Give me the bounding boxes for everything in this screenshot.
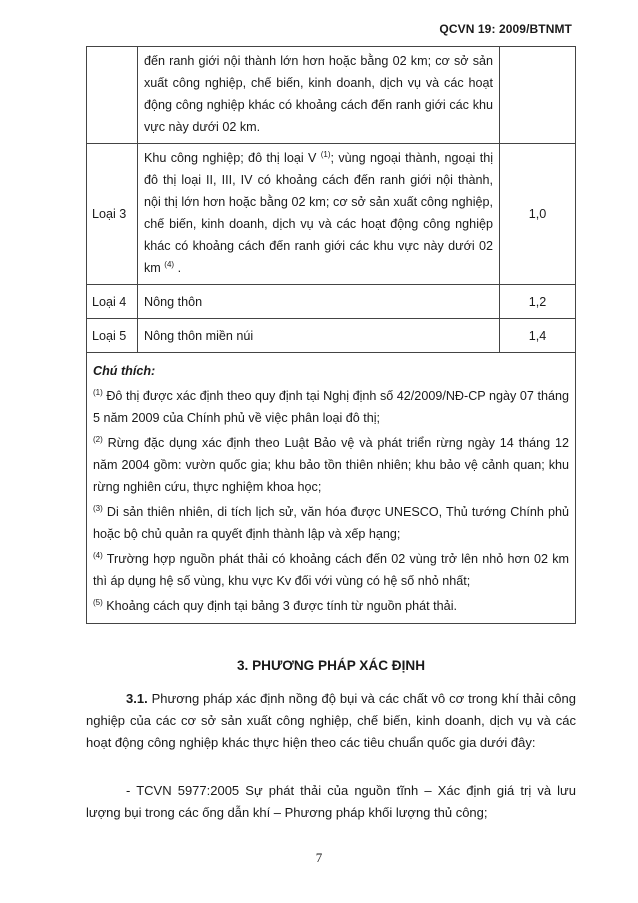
table-cell-empty: [500, 47, 576, 144]
notes-title: Chú thích:: [93, 364, 156, 378]
note-item: $^{(4)}$ Trường hợp nguồn phát thải có khoảng cách đến 02 vùng trở lên nhỏ hơn 02 km thì áp dụng hệ số vùng, khu vực Kv đối với vùng có hệ số nhỏ nhất;: [93, 550, 569, 588]
note-item: $^{(3)}$ Di sản thiên nhiên, di tích lịch sử, văn hóa được UNESCO, Thủ tướng Chính phủ hoặc bộ chủ quản ra quyết định thành lập và xếp hạng;: [93, 503, 569, 541]
paragraph-tcvn-5977: - TCVN 5977:2005 Sự phát thải của nguồn tĩnh – Xác định giá trị và lưu lượng bụi trong các ống dẫn khí – Phương pháp khối lượng thủ công;: [86, 783, 576, 820]
table-row-loai-5: [87, 319, 576, 353]
region-coefficient-value: 1,2: [500, 285, 576, 319]
document-header: QCVN 19: 2009/BTNMT: [439, 22, 572, 36]
table-row-notes: [87, 353, 576, 624]
region-type-label: Loại 5: [87, 319, 138, 353]
note-item: $^{(2)}$ Rừng đặc dụng xác định theo Luật Bảo vệ và phát triển rừng ngày 14 tháng 12 năm 2004 gồm: vườn quốc gia; khu bảo tồn thiên nhiên; khu bảo vệ cảnh quan; khu rừng nghiên cứu, thực nghiệm khoa học;: [93, 434, 569, 494]
section-title: 3. PHƯƠNG PHÁP XÁC ĐỊNH: [236, 658, 426, 673]
notes-cell: [87, 353, 576, 624]
table-row-loai-3: [87, 144, 576, 285]
table-row-continuation: [87, 47, 576, 144]
page-number: 7: [315, 850, 323, 865]
region-type-description: Nông thôn miền núi: [138, 319, 500, 353]
paragraph-3-1: 3.1. Phương pháp xác định nồng độ bụi và các chất vô cơ trong khí thải công nghiệp của các cơ sở sản xuất công nghiệp, chế biến, kinh doanh, dịch vụ và các hoạt động công nghiệp khác thực hiện theo các tiêu chuẩn quốc gia dưới đây:: [86, 691, 576, 750]
continuation-text: đến ranh giới nội thành lớn hơn hoặc bằng 02 km; cơ sở sản xuất công nghiệp, chế biến, kinh doanh, dịch vụ và các hoạt động công nghiệp khác có khoảng cách đến ranh giới các khu vực này dưới 02 km.: [138, 47, 500, 144]
table-row-loai-4: [87, 285, 576, 319]
region-type-label: Loại 3: [87, 144, 138, 285]
region-coefficient-table: [86, 46, 576, 624]
note-item: $^{(5)}$ Khoảng cách quy định tại bảng 3 được tính từ nguồn phát thải.: [93, 597, 457, 613]
table-cell-empty: [87, 47, 138, 144]
region-type-description: Nông thôn: [138, 285, 500, 319]
region-type-label: Loại 4: [87, 285, 138, 319]
region-coefficient-value: 1,4: [500, 319, 576, 353]
region-type-description: Khu công nghiệp; đô thị loại V $^{(1)}$; vùng ngoại thành, ngoại thị đô thị loại II, III, IV có khoảng cách đến ranh giới nội thành, nội thị lớn hơn hoặc bằng 02 km; cơ sở sản xuất công nghiệp, chế biến, kinh doanh, dịch vụ và các hoạt động công nghiệp khác có khoảng cách đến ranh giới các khu vực này dưới 02 km $^{(4)}$ .: [138, 144, 500, 285]
region-coefficient-value: 1,0: [500, 144, 576, 285]
note-item: $^{(1)}$ Đô thị được xác định theo quy định tại Nghị định số 42/2009/NĐ-CP ngày 07 tháng 5 năm 2009 của Chính phủ về việc phân loại đô thị;: [93, 387, 569, 425]
